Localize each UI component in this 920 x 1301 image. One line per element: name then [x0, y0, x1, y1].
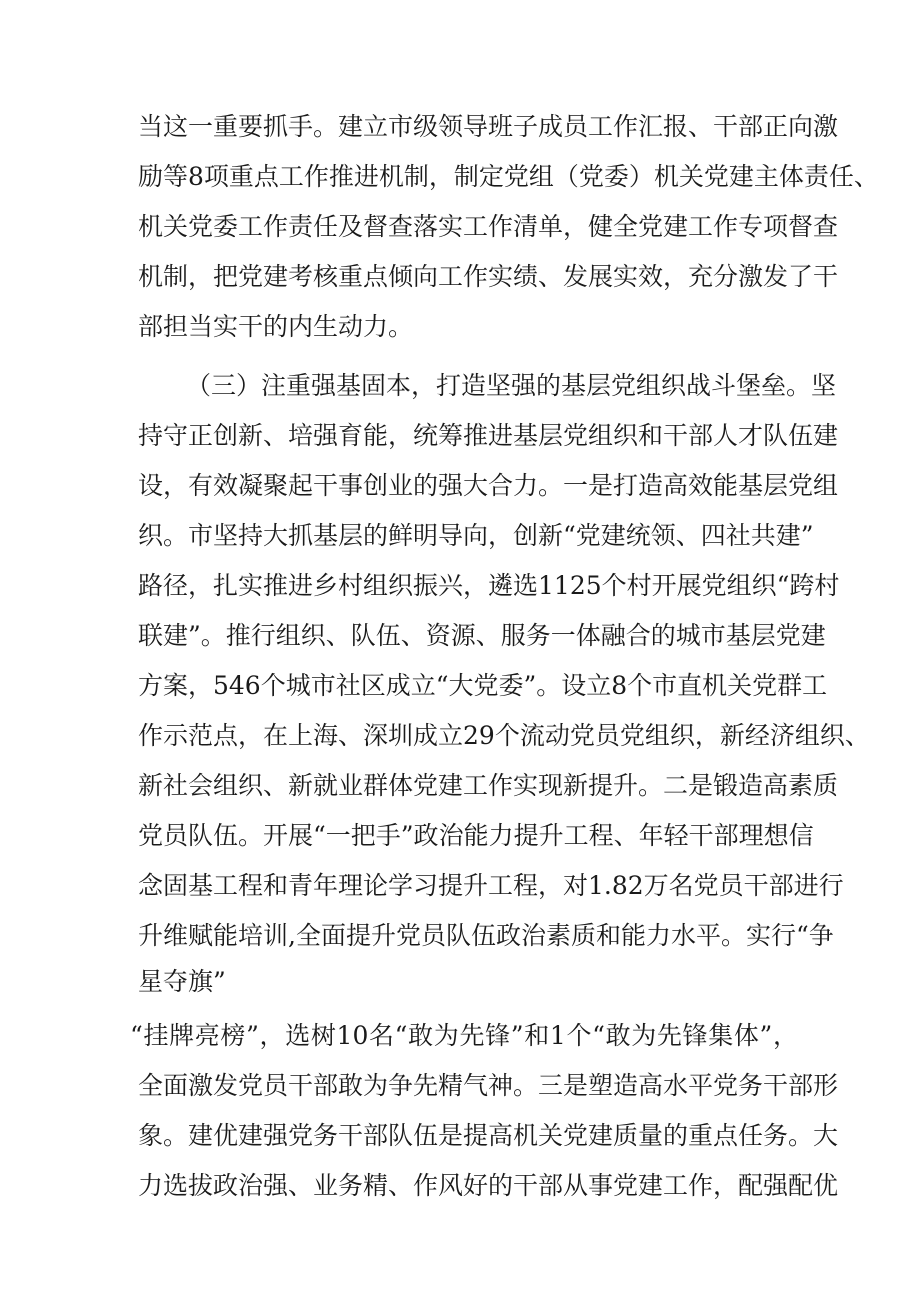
text-line: 力选拔政治强、业务精、作风好的干部从事党建工作，配强配优	[138, 1171, 839, 1200]
text-line: 方案，546个城市社区成立“大党委”。设立8个市直机关党群工	[138, 671, 828, 700]
text-line: 机关党委工作责任及督查落实工作清单，健全党建工作专项督查	[138, 212, 839, 241]
text-line: 党员队伍。开展“一把手”政治能力提升工程、年轻干部理想信	[138, 821, 814, 850]
text-line: 持守正创新、培强育能，统筹推进基层党组织和干部人才队伍建	[138, 421, 839, 450]
section-heading-line: （三）注重强基固本，打造坚强的基层党组织战斗堡垒。坚	[186, 371, 837, 400]
text-line: 升维赋能培训,全面提升党员队伍政治素质和能力水平。实行“争	[138, 921, 834, 950]
text-line: 联建”。推行组织、队伍、资源、服务一体融合的城市基层党建	[138, 621, 826, 650]
text-line: 星夺旗”	[138, 967, 226, 996]
text-line: 新社会组织、新就业群体党建工作实现新提升。二是锻造高素质	[138, 771, 839, 800]
text-line: 设，有效凝聚起干事创业的强大合力。一是打造高效能基层党组	[138, 471, 839, 500]
text-line: 全面激发党员干部敢为争先精气神。三是塑造高水平党务干部形	[138, 1071, 839, 1100]
text-line: 励等8项重点工作推进机制，制定党组（党委）机关党建主体责任、	[138, 162, 879, 191]
text-line: “挂牌亮榜”，选树10名“敢为先锋”和1个“敢为先锋集体”，	[130, 1021, 798, 1050]
text-line: 路径，扎实推进乡村组织振兴，遴选1125个村开展党组织“跨村	[138, 571, 840, 600]
text-line: 当这一重要抓手。建立市级领导班子成员工作汇报、干部正向激	[138, 112, 839, 141]
text-line: 作示范点，在上海、深圳成立29个流动党员党组织，新经济组织、	[138, 721, 870, 750]
text-line: 机制，把党建考核重点倾向工作实绩、发展实效，充分激发了干	[138, 262, 839, 291]
text-line: 织。市坚持大抓基层的鲜明导向，创新“党建统领、四社共建”	[138, 521, 814, 550]
text-line: 象。建优建强党务干部队伍是提高机关党建质量的重点任务。大	[138, 1121, 839, 1150]
text-line: 念固基工程和青年理论学习提升工程，对1.82万名党员干部进行	[138, 871, 844, 900]
text-line: 部担当实干的内生动力。	[138, 312, 414, 341]
